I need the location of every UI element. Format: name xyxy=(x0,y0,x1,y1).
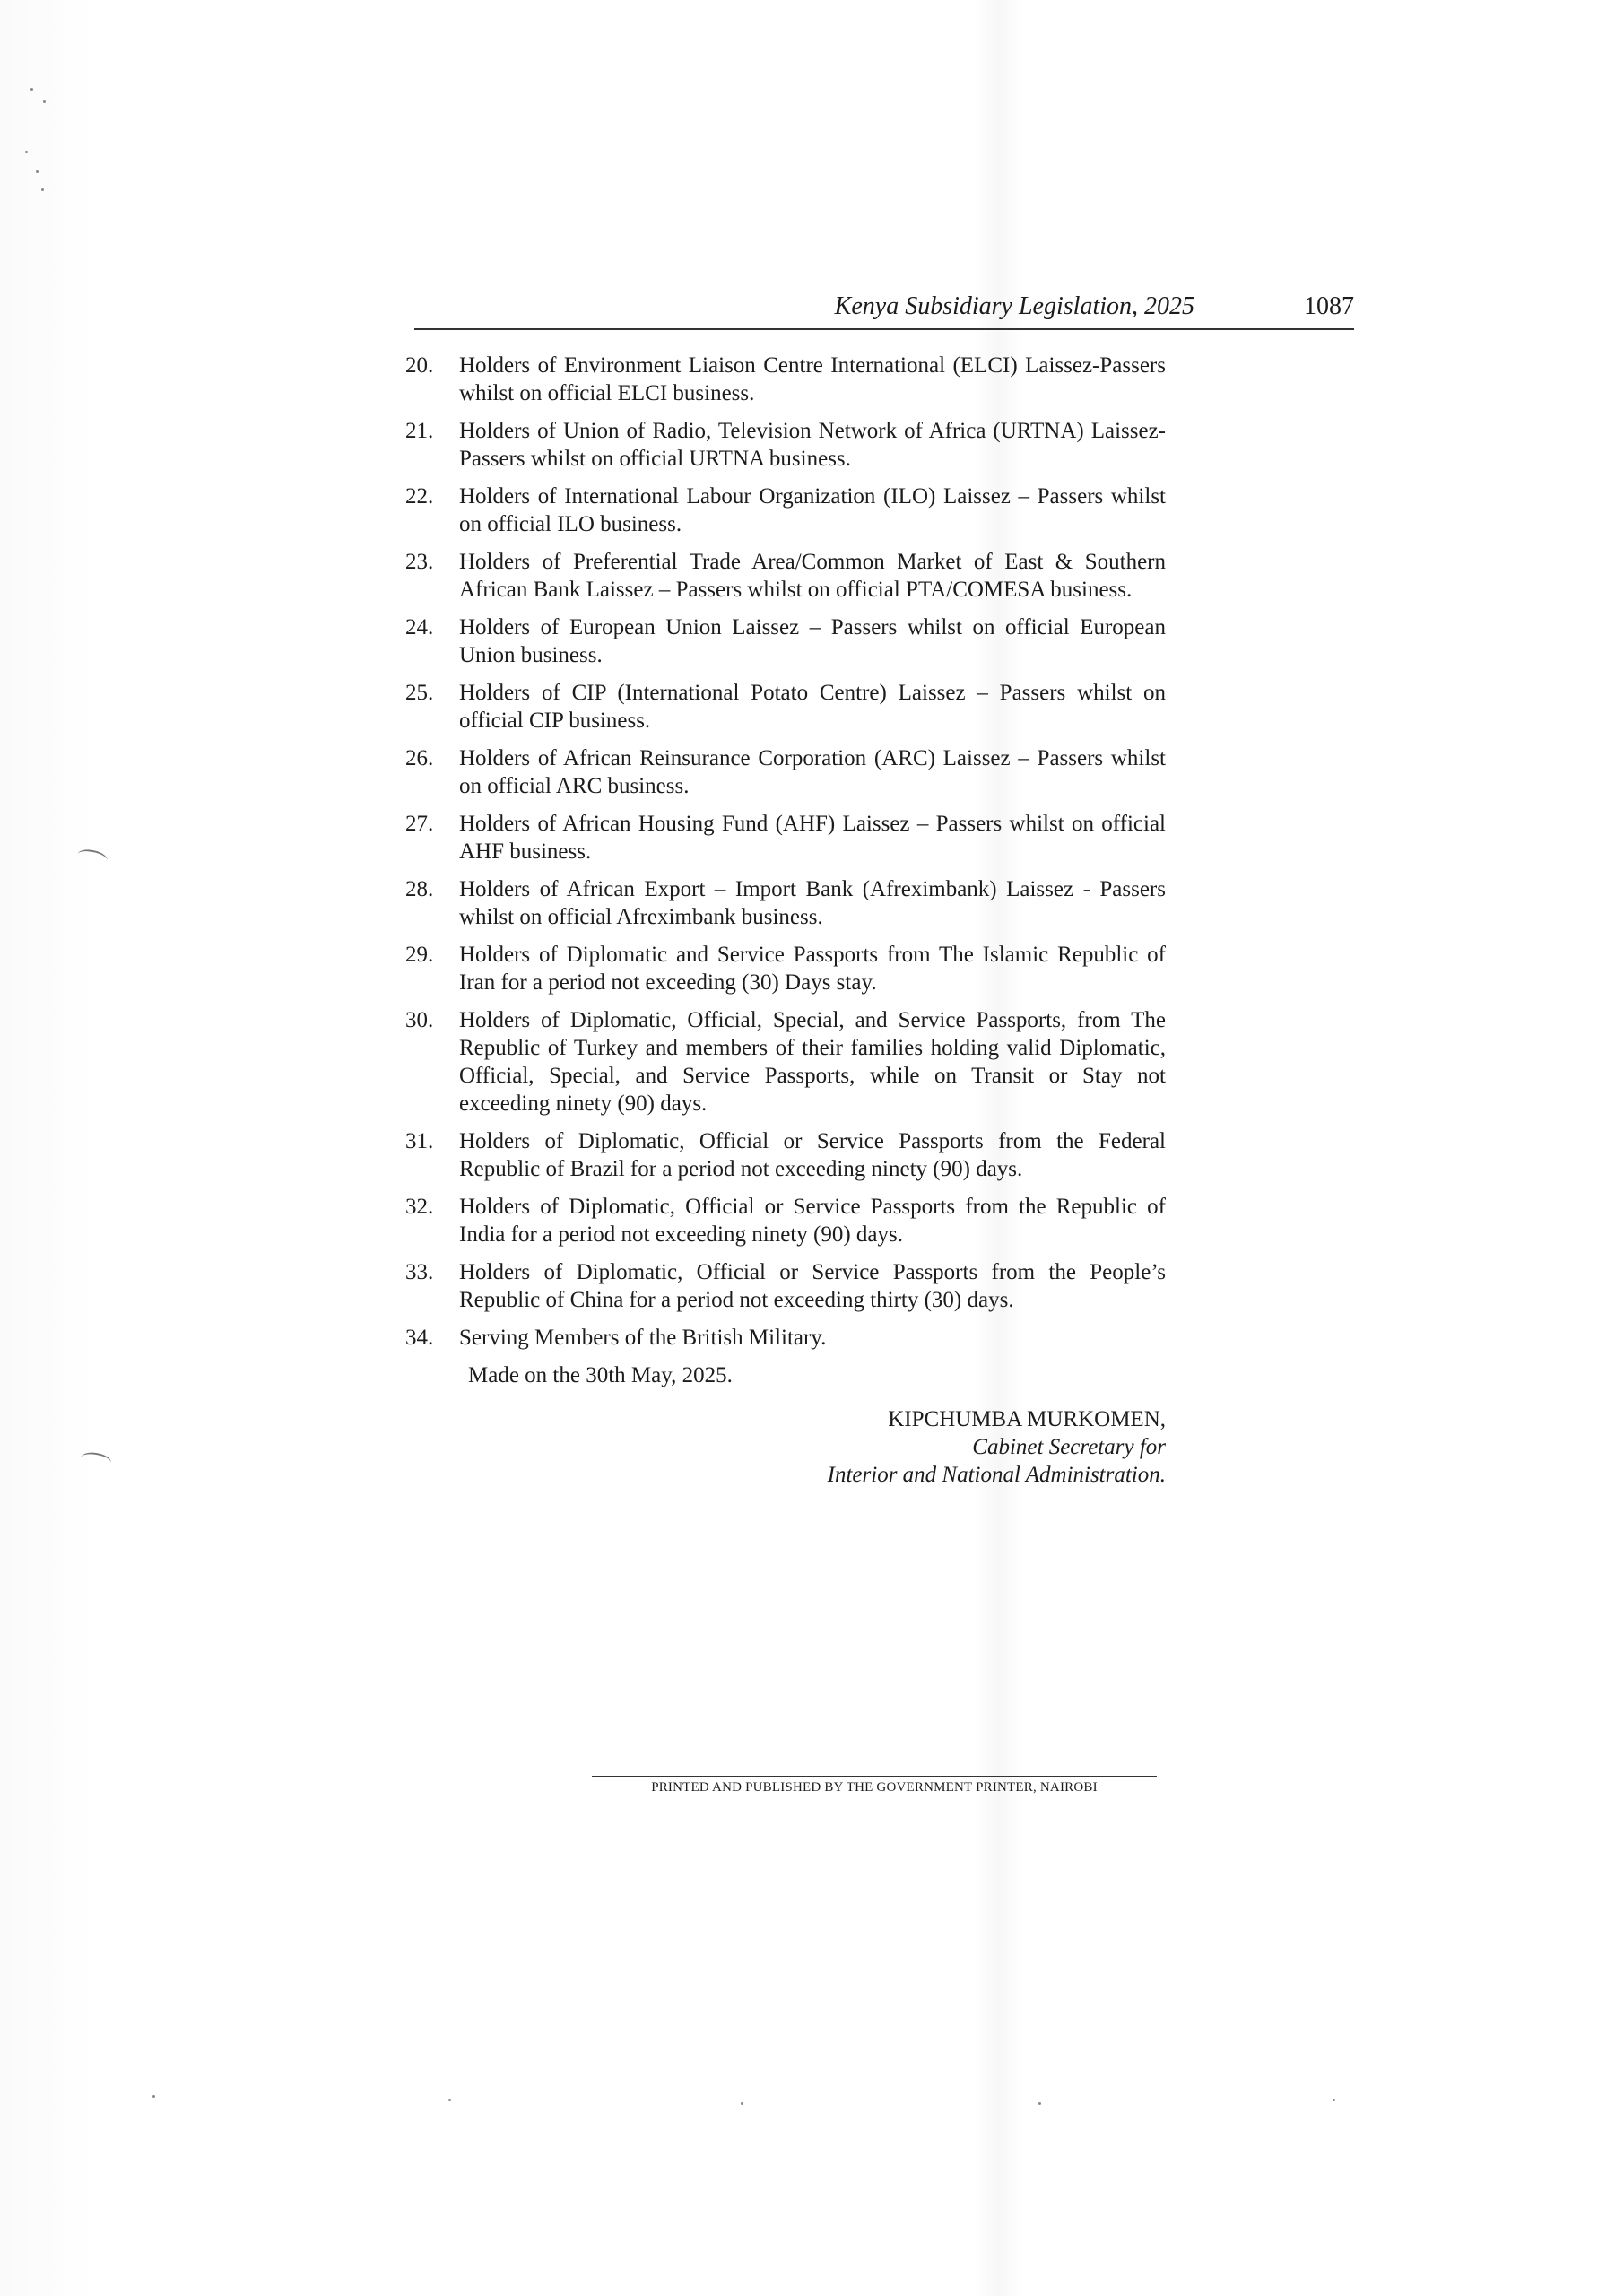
scan-artifact-dot xyxy=(448,2099,451,2101)
item-number: 27. xyxy=(405,812,434,836)
list-item xyxy=(405,1127,1166,1183)
list-item xyxy=(405,483,1166,538)
made-on-date: Made on the 30th May, 2025. xyxy=(468,1363,733,1387)
scan-artifact-dot xyxy=(41,188,44,191)
item-text: Holders of Diplomatic, Official or Service Passports from the Republic of India for a period not exceeding ninety (90) days. xyxy=(459,1195,1166,1247)
item-number: 20. xyxy=(405,353,434,378)
item-text: Holders of Preferential Trade Area/Common Market of East & Southern African Bank Laissez – Passers whilst on official PTA/COMESA business. xyxy=(459,550,1166,602)
scan-artifact-dot xyxy=(43,100,46,103)
item-text: Holders of Environment Liaison Centre International (ELCI) Laissez-Passers whilst on official ELCI business. xyxy=(459,353,1166,405)
list-item xyxy=(405,744,1166,800)
list-item xyxy=(405,417,1166,473)
item-text: Holders of Diplomatic, Official or Service Passports from the People’s Republic of China for a period not exceeding thirty (30) days. xyxy=(459,1260,1166,1312)
item-number: 30. xyxy=(405,1008,434,1032)
list-item xyxy=(405,1006,1166,1118)
list-item xyxy=(405,679,1166,735)
item-text: Holders of CIP (International Potato Centre) Laissez – Passers whilst on official CIP business. xyxy=(459,681,1166,733)
list-item xyxy=(405,1324,1166,1352)
scan-artifact-dot xyxy=(25,151,28,153)
scan-artifact-dot xyxy=(152,2095,155,2098)
item-number: 32. xyxy=(405,1195,434,1219)
item-text: Holders of International Labour Organization (ILO) Laissez – Passers whilst on official ILO business. xyxy=(459,484,1166,536)
scan-artifact-dot xyxy=(1333,2099,1335,2101)
item-text: Holders of Diplomatic and Service Passports from The Islamic Republic of Iran for a period not exceeding (30) Days stay. xyxy=(459,943,1166,995)
item-number: 29. xyxy=(405,943,434,967)
item-text: Holders of African Housing Fund (AHF) Laissez – Passers whilst on official AHF business. xyxy=(459,812,1166,864)
item-text: Holders of Diplomatic, Official, Special, and Service Passports, from The Republic of Turkey and members of their families holding valid Diplomatic, Official, Special, and Service Passports, while on Transit or Stay not exceeding ninety (90) days. xyxy=(459,1008,1166,1116)
scan-artifact-dot xyxy=(30,88,33,91)
list-item xyxy=(405,352,1166,407)
item-text: Serving Members of the British Military. xyxy=(459,1326,827,1350)
scan-artifact-dot xyxy=(36,170,39,173)
signatory-name: KIPCHUMBA MURKOMEN, xyxy=(888,1407,1166,1431)
signature-block xyxy=(405,1405,1166,1489)
item-number: 22. xyxy=(405,484,434,509)
item-number: 34. xyxy=(405,1326,434,1350)
list-item xyxy=(405,810,1166,865)
item-number: 33. xyxy=(405,1260,434,1284)
scan-artifact-dot xyxy=(1038,2102,1041,2105)
item-number: 24. xyxy=(405,615,434,639)
signatory-title-line-1: Cabinet Secretary for xyxy=(972,1435,1166,1459)
page-header xyxy=(414,289,1354,330)
item-text: Holders of African Export – Import Bank (Afreximbank) Laissez - Passers whilst on official Afreximbank business. xyxy=(459,877,1166,929)
scan-artifact-dot xyxy=(741,2102,743,2105)
item-number: 23. xyxy=(405,550,434,574)
item-text: Holders of African Reinsurance Corporation (ARC) Laissez – Passers whilst on official ARC business. xyxy=(459,746,1166,798)
signatory-title-line-2: Interior and National Administration. xyxy=(827,1463,1166,1487)
item-text: Holders of Diplomatic, Official or Service Passports from the Federal Republic of Brazil for a period not exceeding ninety (90) days. xyxy=(459,1129,1166,1181)
printer-footer: PRINTED AND PUBLISHED BY THE GOVERNMENT PRINTER, NAIROBI xyxy=(592,1776,1157,1796)
list-item xyxy=(405,875,1166,931)
list-item xyxy=(405,1193,1166,1248)
item-number: 28. xyxy=(405,877,434,901)
list-item xyxy=(405,941,1166,996)
item-number: 25. xyxy=(405,681,434,705)
page-number: 1087 xyxy=(1304,292,1354,320)
item-text: Holders of Union of Radio, Television Network of Africa (URTNA) Laissez- Passers whilst on official URTNA business. xyxy=(459,419,1166,471)
document-body xyxy=(405,352,1166,1489)
item-number: 21. xyxy=(405,419,434,443)
item-text: Holders of European Union Laissez – Passers whilst on official European Union business. xyxy=(459,615,1166,667)
list-item xyxy=(405,1258,1166,1314)
item-number: 31. xyxy=(405,1129,434,1153)
list-item xyxy=(405,613,1166,669)
item-number: 26. xyxy=(405,746,434,770)
list-item xyxy=(405,548,1166,604)
running-title: Kenya Subsidiary Legislation, 2025 xyxy=(834,292,1194,320)
